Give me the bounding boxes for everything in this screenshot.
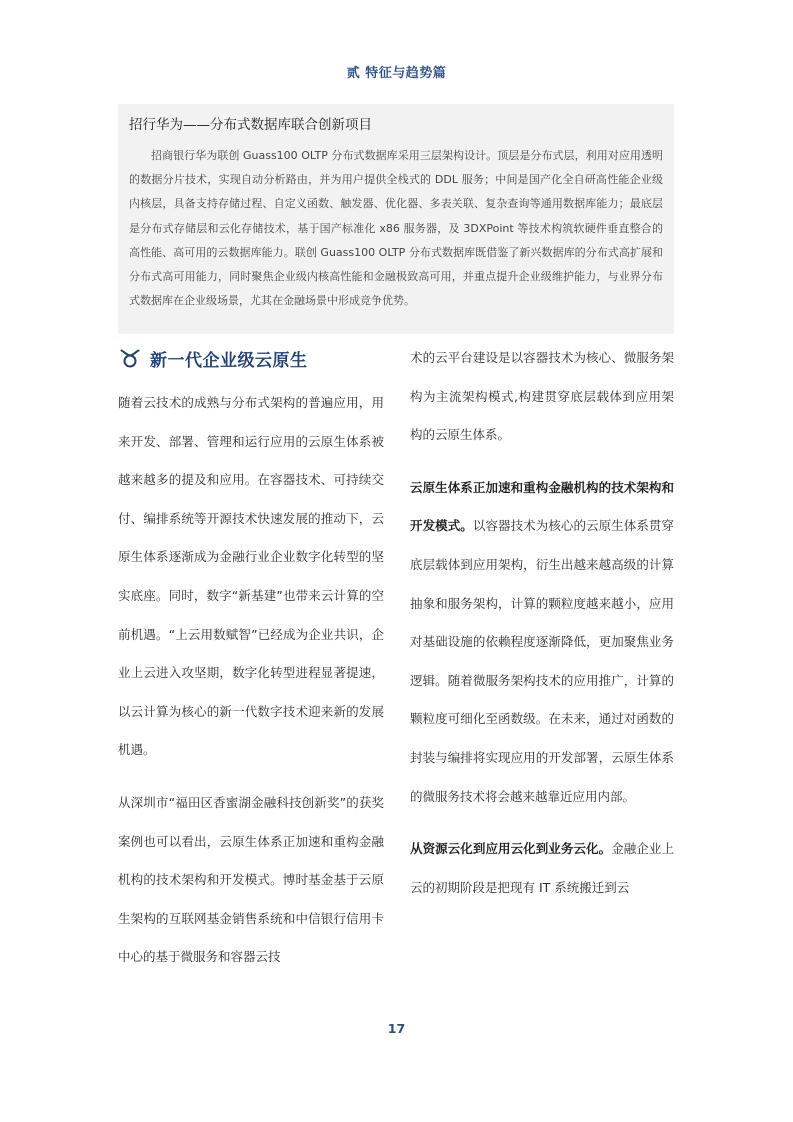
left-paragraph-1: 随着云技术的成熟与分布式架构的普遍应用，用来开发、部署、管理和运行应用的云原生体系被越来越多的提及和应用。在容器技术、可持续交付、编排系统等开源技术快速发展的推动下，云原生体系逐渐成为金融行业企业数字化转型的坚实底座。同时，数字“新基建”也带来云计算的空前机遇。“上云用数赋智”已经成为企业共识，企业上云进入攻坚期，数字化转型进程显著提速，以云计算为核心的新一代数字技术迎来新的发展机遇。	[118, 395, 384, 758]
right-paragraph-1: 术的云平台建设是以容器技术为核心、微服务架构为主流架构模式,构建贯穿底层载体到应用架构的云原生体系。	[410, 350, 674, 443]
case-study-box	[118, 104, 674, 334]
taurus-icon	[118, 346, 142, 370]
case-study-body: 招商银行华为联创 Guass100 OLTP 分布式数据库采用三层架构设计。顶层是分布式层，利用对应用透明的数据分片技术，实现自动分析路由，并为用户提供全栈式的 DDL 服务；中间是国产化全自研高性能企业级内核层，具备支持存储过程、自定义函数、触发器、优化器、多表关联、复杂查询等通用数据库能力；最底层是分布式存储层和云化存储技术，基于国产标准化 x86 服务器，及 3DXPoint 等技术构筑软硬件垂直整合的高性能、高可用的云数据库能力。联创 Guass100 OLTP 分布式数据库既借鉴了新兴数据库的分布式高扩展和分布式高可用能力，同时聚焦企业级内核高性能和金融极致高可用，并重点提升企业级维护能力，与业界分布式数据库在企业级场景，尤其在金融场景中形成竞争优势。	[129, 149, 663, 308]
section-title: 新一代企业级云原生	[150, 350, 308, 371]
page-number: 17	[387, 1021, 406, 1036]
case-study-title: 招行华为——分布式数据库联合创新项目	[129, 117, 372, 133]
left-paragraph-2: 从深圳市“福田区香蜜湖金融科技创新奖”的获奖案例也可以看出，云原生体系正加速和重构金融机构的技术架构和开发模式。博时基金基于云原生架构的互联网基金销售系统和中信银行信用卡中心的基于微服务和容器云技	[118, 794, 384, 965]
right-paragraph-2-lead: 云原生体系正加速和重构金融机构的技术架构和开发模式。	[410, 479, 674, 534]
section-heading	[118, 345, 384, 371]
right-paragraph-2-text: 以容器技术为核心的云原生体系贯穿底层载体到应用架构，衍生出越来越高级的计算抽象和服务架构，计算的颗粒度越来越小，应用对基础设施的依赖程度逐渐降低，更加聚焦业务逻辑。随着微服务架构技术的应用推广，计算的颗粒度可细化至函数级。在未来，通过对函数的封装与编排将实现应用的开发部署，云原生体系的微服务技术将会越来越靠近应用内部。	[410, 518, 674, 804]
left-column	[118, 345, 384, 977]
right-paragraph-3-lead: 从资源云化到应用云化到业务云化。	[410, 841, 612, 857]
right-paragraph-3-text: 金融企业上云的初期阶段是把现有 IT 系统搬迁到云	[410, 841, 674, 895]
right-paragraph-2	[410, 469, 674, 816]
right-paragraph-3	[410, 830, 674, 907]
page-header: 贰 特征与趋势篇	[346, 66, 447, 81]
right-column	[410, 345, 674, 907]
